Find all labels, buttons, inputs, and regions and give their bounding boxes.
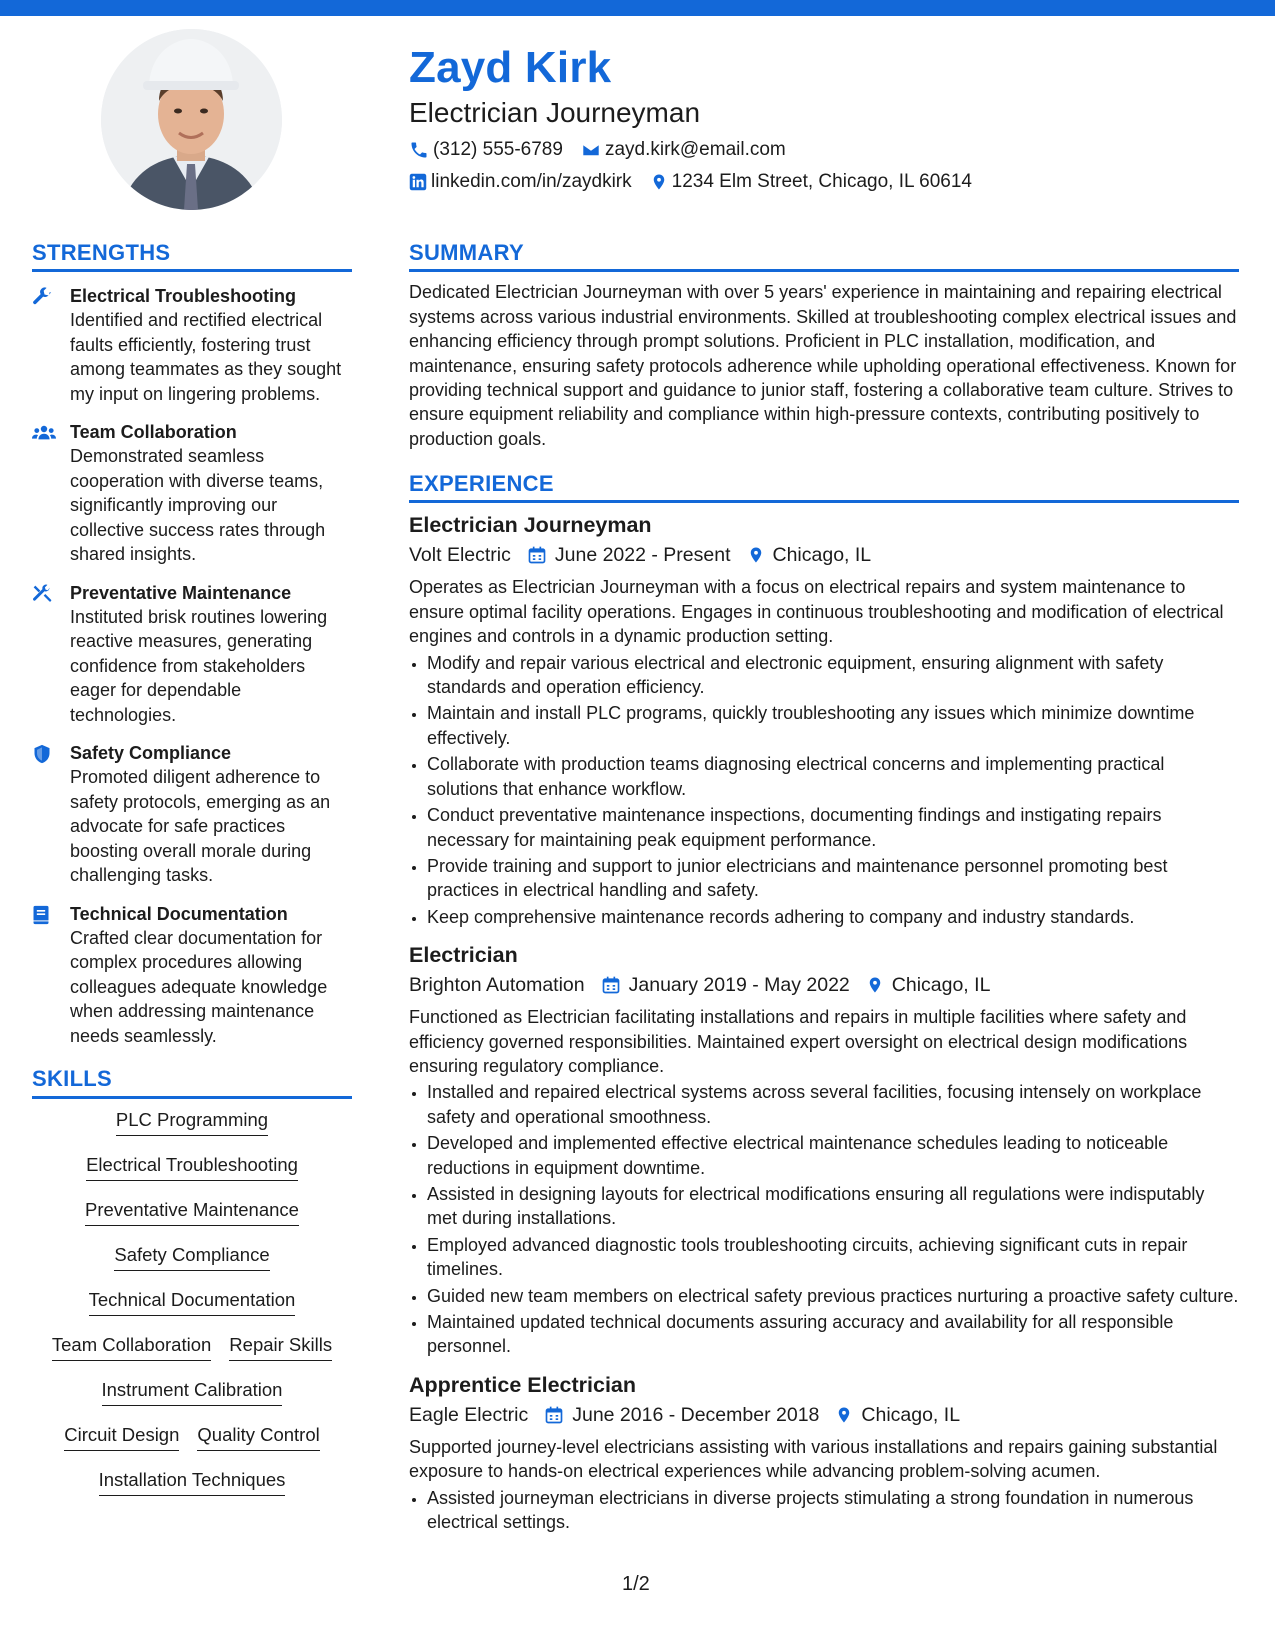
- bullet-item: • Employed advanced diagnostic tools troubleshooting circuits, achieving significant cuts in repair timelines.: [427, 1233, 1239, 1282]
- bullet-item: • Assisted journeyman electricians in diverse projects stimulating a strong foundation in numerous electrical settings.: [427, 1486, 1239, 1535]
- job-dates: January 2019 - May 2022: [628, 974, 850, 997]
- strength-item: [32, 581, 352, 728]
- job-description: Supported journey-level electricians assisting with various installations and repairs gaining substantial exposure to hands-on electrical experiences while advancing problem-solving acumen.: [409, 1436, 1218, 1482]
- strength-desc: Demonstrated seamless cooperation with diverse teams, significantly improving our collective success rates through shared insights.: [70, 446, 326, 565]
- strength-item: [32, 902, 352, 1049]
- email-item[interactable]: [581, 139, 786, 161]
- email-text[interactable]: zayd.kirk@email.com: [604, 138, 786, 160]
- left-column: [32, 240, 352, 1514]
- linkedin-icon: [409, 173, 427, 191]
- skill-tag: Electrical Troubleshooting: [86, 1154, 298, 1181]
- contact-row-2: [409, 171, 1229, 193]
- strength-item: [32, 284, 352, 406]
- job-entry: [409, 1371, 1239, 1535]
- job-dates: June 2016 - December 2018: [572, 1403, 820, 1426]
- strength-desc: Crafted clear documentation for complex procedures allowing colleagues adequate knowledge when addressing maintenance needs seamlessly.: [70, 927, 328, 1046]
- linkedin-text[interactable]: linkedin.com/in/zaydkirk: [431, 170, 632, 192]
- job-dates: June 2022 - Present: [554, 544, 731, 567]
- tools-icon: [32, 584, 52, 604]
- job-location: Chicago, IL: [891, 974, 991, 997]
- skill-row: [32, 1379, 352, 1424]
- strength-desc: Instituted brisk routines lowering reactive measures, generating confidence from stakeholders eager for dependable technologies.: [70, 606, 328, 725]
- candidate-name: Zayd Kirk: [409, 43, 612, 92]
- bullet-item: • Guided new team members on electrical safety previous practices nurturing a proactive safety culture.: [427, 1284, 1239, 1308]
- job-meta: [409, 541, 1239, 569]
- skill-tag: Preventative Maintenance: [85, 1199, 299, 1226]
- strength-desc: Identified and rectified electrical faults efficiently, fostering trust among teammates as they sought my input on lingering problems.: [70, 310, 342, 404]
- page-number: 1/2: [622, 1573, 650, 1595]
- job-company: Eagle Electric: [409, 1403, 529, 1426]
- top-accent-bar: [0, 0, 1275, 16]
- location-pin-icon: [866, 975, 884, 995]
- book-icon: [32, 905, 50, 925]
- skill-tag: Circuit Design: [64, 1424, 179, 1451]
- shield-icon: [32, 744, 52, 764]
- skill-tag: Quality Control: [197, 1424, 319, 1451]
- linkedin-item[interactable]: [409, 171, 632, 193]
- users-icon: [32, 423, 56, 443]
- experience-heading: EXPERIENCE: [409, 471, 1239, 503]
- job-entry: [409, 511, 1239, 929]
- skill-row: [32, 1424, 352, 1469]
- job-description: Functioned as Electrician facilitating installations and repairs in multiple facilities where safety and efficiency governed responsibilities. Maintained expert oversight on electrical design modifications ensuring regulatory compliance.: [409, 1007, 1188, 1076]
- bullet-item: • Conduct preventative maintenance inspections, documenting findings and instigating repairs necessary for maintaining peak equipment performance.: [427, 803, 1239, 852]
- strength-title: Safety Compliance: [70, 743, 232, 764]
- job-entry: [409, 941, 1239, 1359]
- skill-row: [32, 1154, 352, 1199]
- summary-heading: SUMMARY: [409, 240, 1239, 272]
- skill-tag: Repair Skills: [229, 1334, 332, 1361]
- skill-row: [32, 1334, 352, 1379]
- bullet-item: • Provide training and support to junior electricians and maintenance personnel promoting best practices in electrical handling and safety.: [427, 854, 1239, 903]
- location-pin-icon: [747, 545, 765, 565]
- job-location: Chicago, IL: [861, 1403, 961, 1426]
- skill-tag: Technical Documentation: [89, 1289, 296, 1316]
- contact-row-1: [409, 139, 1229, 161]
- skill-row: [32, 1109, 352, 1154]
- strength-title: Electrical Troubleshooting: [70, 286, 297, 307]
- job-company: Volt Electric: [409, 544, 511, 567]
- summary-text: Dedicated Electrician Journeyman with over 5 years' experience in maintaining and repairing electrical systems across various industrial environments. Skilled at troubleshooting complex electrical issues and enhancing efficiency through prompt solutions. Proficient in PLC installation, modification, and maintenance, ensuring safety protocols adherence while upholding operational effectiveness. Known for providing technical support and guidance to junior staff, fostering a collaborative team culture. Strives to ensure equipment reliability and compliance within high-pressure contexts, contributing positively to production goals.: [409, 282, 1237, 449]
- bullet-item: • Maintained updated technical documents assuring accuracy and availability for all responsible personnel.: [427, 1310, 1239, 1359]
- resume-header: [409, 40, 1229, 193]
- phone-text: (312) 555-6789: [433, 138, 563, 160]
- strength-item: [32, 420, 352, 567]
- profile-photo: [101, 29, 282, 210]
- calendar-icon: [601, 975, 621, 995]
- skill-row: [32, 1244, 352, 1289]
- skill-row: [32, 1289, 352, 1334]
- bullet-item: • Keep comprehensive maintenance records adhering to company and industry standards.: [427, 905, 1239, 929]
- skills-section: [32, 1066, 352, 1513]
- bullet-item: • Modify and repair various electrical and electronic equipment, ensuring alignment with safety standards and operation efficiency.: [427, 651, 1239, 700]
- skill-tag: PLC Programming: [116, 1109, 268, 1136]
- skill-row: [32, 1469, 352, 1514]
- phone-icon: [409, 140, 429, 160]
- skills-list: [32, 1109, 352, 1514]
- right-column: [409, 240, 1239, 1536]
- bullet-item: • Maintain and install PLC programs, quickly troubleshooting any issues which minimize downtime effectively.: [427, 701, 1239, 750]
- skill-tag: Safety Compliance: [114, 1244, 269, 1271]
- strength-title: Preventative Maintenance: [70, 582, 292, 603]
- bullet-item: • Installed and repaired electrical systems across several facilities, focusing intensely on workplace safety and operational smoothness.: [427, 1080, 1239, 1129]
- strength-title: Technical Documentation: [70, 903, 288, 924]
- job-description: Operates as Electrician Journeyman with a focus on electrical repairs and system maintenance to ensure optimal facility operations. Engages in continuous troubleshooting and modification of electrical engines and controls in a dynamic production setting.: [409, 577, 1224, 647]
- job-meta: [409, 1401, 1239, 1429]
- job-company: Brighton Automation: [409, 974, 585, 997]
- bullet-item: • Developed and implemented effective electrical maintenance schedules leading to noticeable reductions in equipment downtime.: [427, 1131, 1239, 1180]
- bullet-item: • Collaborate with production teams diagnosing electrical concerns and implementing practical solutions that enhance workflow.: [427, 752, 1239, 801]
- strength-item: [32, 741, 352, 888]
- candidate-title: Electrician Journeyman: [409, 97, 701, 128]
- strengths-list: [32, 284, 352, 1048]
- location-pin-icon: [650, 172, 668, 192]
- job-bullets: [409, 1080, 1239, 1358]
- job-title: Apprentice Electrician: [409, 1372, 637, 1397]
- wrench-icon: [32, 287, 52, 307]
- skills-heading: SKILLS: [32, 1066, 352, 1098]
- skill-tag: Team Collaboration: [52, 1334, 211, 1361]
- address-text: 1234 Elm Street, Chicago, IL 60614: [671, 170, 972, 192]
- strength-desc: Promoted diligent adherence to safety protocols, emerging as an advocate for safe practices boosting overall morale during challenging tasks.: [70, 767, 331, 886]
- job-bullets: [409, 651, 1239, 929]
- job-title: Electrician Journeyman: [409, 513, 652, 538]
- skill-tag: Instrument Calibration: [102, 1379, 283, 1406]
- location-pin-icon: [835, 1405, 853, 1425]
- bullet-item: • Assisted in designing layouts for electrical modifications ensuring all regulations were indisputably met during installations.: [427, 1182, 1239, 1231]
- phone-item: [409, 139, 563, 161]
- experience-section: [409, 471, 1239, 1534]
- strength-title: Team Collaboration: [70, 422, 237, 443]
- address-item: [650, 171, 972, 193]
- job-meta: [409, 971, 1239, 999]
- calendar-icon: [544, 1405, 564, 1425]
- email-icon: [581, 140, 601, 160]
- job-title: Electrician: [409, 943, 518, 968]
- job-location: Chicago, IL: [772, 544, 872, 567]
- skill-tag: Installation Techniques: [99, 1469, 286, 1496]
- job-bullets: [409, 1486, 1239, 1535]
- calendar-icon: [527, 545, 547, 565]
- skill-row: [32, 1199, 352, 1244]
- strengths-heading: STRENGTHS: [32, 240, 352, 272]
